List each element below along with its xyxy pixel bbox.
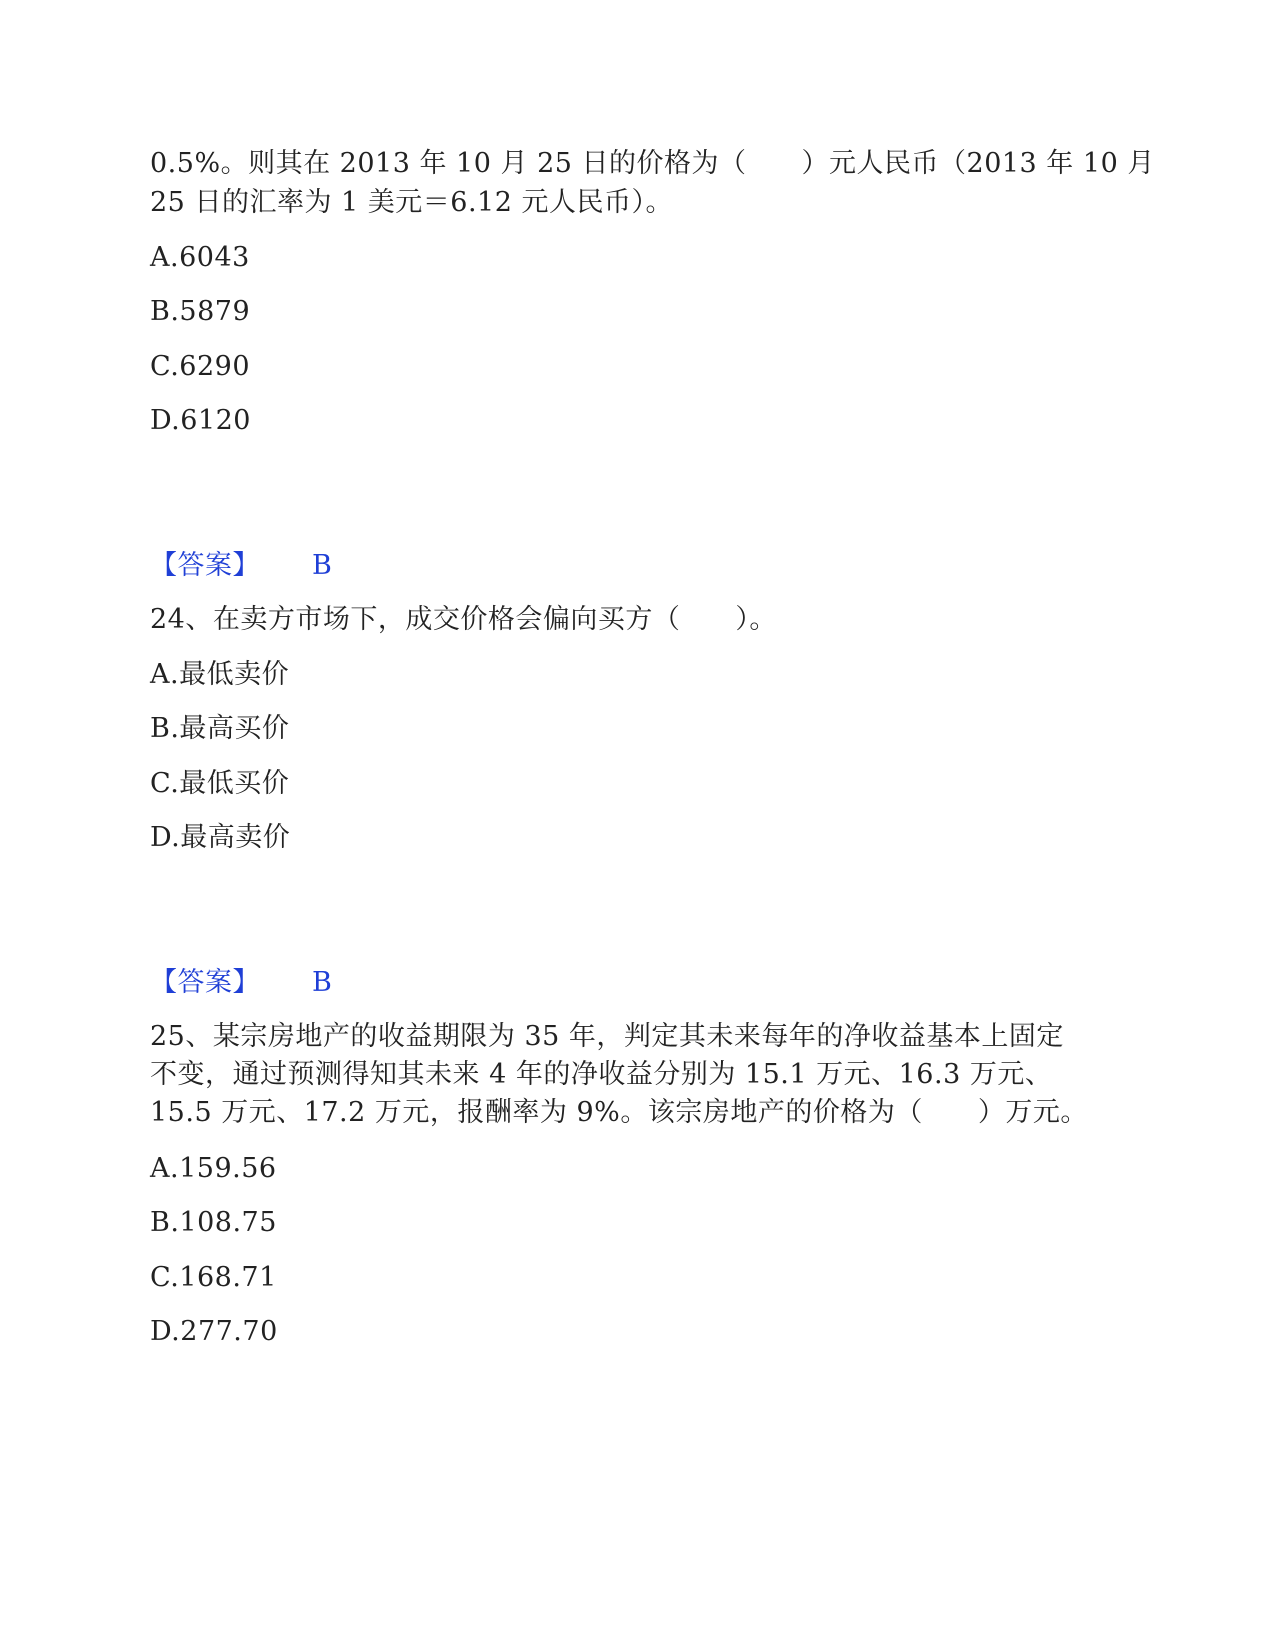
answer-value: B [312,550,333,581]
q23-option-a: A.6043 [150,242,250,273]
q24-option-a: A.最低卖价 [150,659,290,690]
q25-option-b: B.108.75 [150,1207,277,1238]
answer-value: B [312,967,333,998]
q23-option-c: C.6290 [150,351,250,382]
q25-stem-line-3: 15.5 万元、17.2 万元，报酬率为 9%。该宗房地产的价格为（ ）万元。 [150,1097,1088,1128]
q24-option-c: C.最低买价 [150,768,290,799]
q25-option-a: A.159.56 [150,1153,277,1184]
q23-stem-line-2: 25 日的汇率为 1 美元＝6.12 元人民币）。 [150,187,673,218]
q23-option-d: D.6120 [150,405,251,436]
q24-stem-line-1: 24、在卖方市场下，成交价格会偏向买方（ ）。 [150,604,777,635]
q25-option-c: C.168.71 [150,1262,277,1293]
q25-option-d: D.277.70 [150,1316,278,1347]
answer-label: 【答案】 [150,967,260,998]
q25-stem-line-1: 25、某宗房地产的收益期限为 35 年，判定其未来每年的净收益基本上固定 [150,1021,1064,1052]
q24-option-b: B.最高买价 [150,713,290,744]
q24-option-d: D.最高卖价 [150,822,291,853]
q24-answer [150,963,332,1003]
q23-stem-line-1: 0.5%。则其在 2013 年 10 月 25 日的价格为（ ）元人民币（2013 年 10 月 [150,148,1155,179]
answer-label: 【答案】 [150,550,260,581]
q25-stem-line-2: 不变，通过预测得知其未来 4 年的净收益分别为 15.1 万元、16.3 万元、 [150,1059,1053,1090]
q23-answer [150,546,332,586]
q23-option-b: B.5879 [150,296,251,327]
